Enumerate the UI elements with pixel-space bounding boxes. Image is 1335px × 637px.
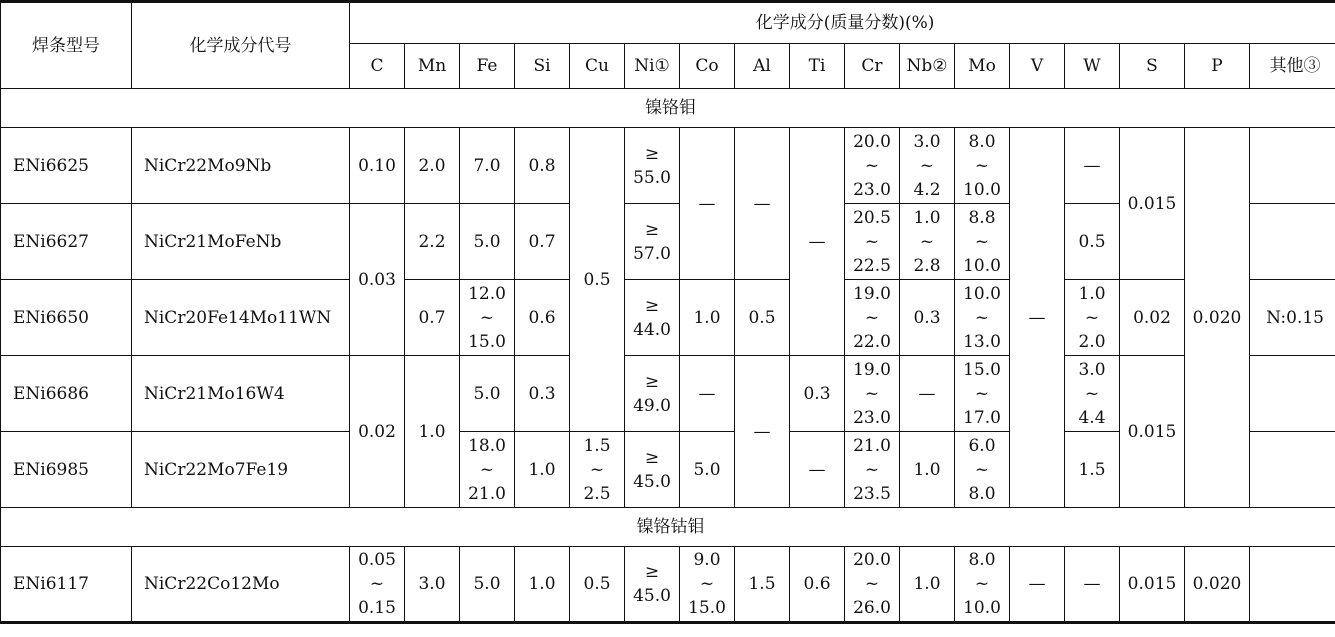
header-chemical-code: 化学成分代号 — [132, 2, 350, 89]
header-element-v: V — [1010, 44, 1065, 89]
ti-cell: 0.6 — [790, 547, 845, 623]
nb-cell: 1.0 — [900, 547, 955, 623]
s-merged-cell: 0.015 — [1120, 356, 1185, 508]
mo-cell: 8.0 ~ 10.0 — [955, 547, 1010, 623]
cr-cell: 20.0 ~ 23.0 — [845, 128, 900, 204]
al-cell: 0.5 — [735, 280, 790, 356]
fe-cell: 5.0 — [460, 204, 515, 280]
header-element-fe: Fe — [460, 44, 515, 89]
fe-cell: 7.0 — [460, 128, 515, 204]
model-cell: ENi6686 — [1, 356, 132, 432]
cr-cell: 19.0 ~ 23.0 — [845, 356, 900, 432]
c-merged-cell: 0.02 — [350, 356, 405, 508]
mn-merged-cell: 1.0 — [405, 356, 460, 508]
si-cell: 1.0 — [515, 547, 570, 623]
header-element-w: W — [1065, 44, 1120, 89]
mn-cell: 2.0 — [405, 128, 460, 204]
mo-cell: 8.8 ~ 10.0 — [955, 204, 1010, 280]
w-cell: — — [1065, 547, 1120, 623]
code-cell: NiCr20Fe14Mo11WN — [132, 280, 350, 356]
nb-cell: 1.0 ~ 2.8 — [900, 204, 955, 280]
s-merged-cell: 0.015 — [1120, 128, 1185, 280]
w-cell: 3.0 ~ 4.4 — [1065, 356, 1120, 432]
header-element-p: P — [1185, 44, 1250, 89]
cr-cell: 19.0 ~ 22.0 — [845, 280, 900, 356]
table-row — [1, 128, 1335, 204]
table-row — [1, 356, 1335, 432]
fe-cell: 5.0 — [460, 356, 515, 432]
cr-cell: 21.0 ~ 23.5 — [845, 432, 900, 508]
code-cell: NiCr22Co12Mo — [132, 547, 350, 623]
p-merged-cell: 0.020 — [1185, 128, 1250, 508]
other-cell — [1250, 356, 1335, 432]
cr-cell: 20.5 ~ 22.5 — [845, 204, 900, 280]
other-cell — [1250, 128, 1335, 204]
section-title: 镍铬钴钼 — [1, 508, 1335, 547]
v-merged-cell: — — [1010, 128, 1065, 508]
co-cell: 9.0 ~ 15.0 — [680, 547, 735, 623]
mo-cell: 8.0 ~ 10.0 — [955, 128, 1010, 204]
cr-cell: 20.0 ~ 26.0 — [845, 547, 900, 623]
s-cell: 0.015 — [1120, 547, 1185, 623]
mn-cell: 3.0 — [405, 547, 460, 623]
ti-cell: — — [790, 432, 845, 508]
mo-cell: 10.0 ~ 13.0 — [955, 280, 1010, 356]
w-cell: 0.5 — [1065, 204, 1120, 280]
w-cell: — — [1065, 128, 1120, 204]
header-element-mn: Mn — [405, 44, 460, 89]
header-element-s: S — [1120, 44, 1185, 89]
header-welding-rod-model: 焊条型号 — [1, 2, 132, 89]
ti-merged-cell: — — [790, 128, 845, 356]
fe-cell: 18.0 ~ 21.0 — [460, 432, 515, 508]
header-row-1 — [1, 2, 1335, 44]
model-cell: ENi6625 — [1, 128, 132, 204]
co-cell: — — [680, 356, 735, 432]
other-cell: N:0.15 — [1250, 280, 1335, 356]
c-cell: 0.05 ~ 0.15 — [350, 547, 405, 623]
header-element-si: Si — [515, 44, 570, 89]
other-cell — [1250, 432, 1335, 508]
cu-merged-cell: 0.5 — [570, 128, 625, 432]
header-element-co: Co — [680, 44, 735, 89]
header-element-al: Al — [735, 44, 790, 89]
ni-cell: ≥ 55.0 — [625, 128, 680, 204]
section-title: 镍铬钼 — [1, 89, 1335, 128]
model-cell: ENi6650 — [1, 280, 132, 356]
s-cell: 0.02 — [1120, 280, 1185, 356]
header-element-cr: Cr — [845, 44, 900, 89]
mo-cell: 6.0 ~ 8.0 — [955, 432, 1010, 508]
table-row — [1, 280, 1335, 356]
ti-cell: 0.3 — [790, 356, 845, 432]
header-element-cu: Cu — [570, 44, 625, 89]
model-cell: ENi6985 — [1, 432, 132, 508]
header-element-nb: Nb② — [900, 44, 955, 89]
ni-cell: ≥ 44.0 — [625, 280, 680, 356]
header-element-other: 其他③ — [1250, 44, 1335, 89]
al-cell: 1.5 — [735, 547, 790, 623]
si-cell: 0.7 — [515, 204, 570, 280]
other-cell — [1250, 204, 1335, 280]
mn-cell: 2.2 — [405, 204, 460, 280]
nb-cell: — — [900, 356, 955, 432]
v-cell: — — [1010, 547, 1065, 623]
header-element-c: C — [350, 44, 405, 89]
si-cell: 0.8 — [515, 128, 570, 204]
header-element-ti: Ti — [790, 44, 845, 89]
c-merged-cell: 0.03 — [350, 204, 405, 356]
co-merged-cell: — — [680, 128, 735, 280]
ni-cell: ≥ 45.0 — [625, 547, 680, 623]
code-cell: NiCr22Mo7Fe19 — [132, 432, 350, 508]
header-element-mo: Mo — [955, 44, 1010, 89]
model-cell: ENi6627 — [1, 204, 132, 280]
cu-cell: 0.5 — [570, 547, 625, 623]
ni-cell: ≥ 49.0 — [625, 356, 680, 432]
w-cell: 1.0 ~ 2.0 — [1065, 280, 1120, 356]
w-cell: 1.5 — [1065, 432, 1120, 508]
section-row-nicrmo — [1, 89, 1335, 128]
c-cell: 0.10 — [350, 128, 405, 204]
co-cell: 1.0 — [680, 280, 735, 356]
code-cell: NiCr21Mo16W4 — [132, 356, 350, 432]
model-cell: ENi6117 — [1, 547, 132, 623]
si-cell: 0.3 — [515, 356, 570, 432]
section-row-nicrcomo — [1, 508, 1335, 547]
fe-cell: 12.0 ~ 15.0 — [460, 280, 515, 356]
co-cell: 5.0 — [680, 432, 735, 508]
mn-cell: 0.7 — [405, 280, 460, 356]
table-row — [1, 547, 1335, 623]
cu-cell: 1.5 ~ 2.5 — [570, 432, 625, 508]
nb-cell: 0.3 — [900, 280, 955, 356]
code-cell: NiCr21MoFeNb — [132, 204, 350, 280]
nb-cell: 3.0 ~ 4.2 — [900, 128, 955, 204]
header-element-ni: Ni① — [625, 44, 680, 89]
nb-cell: 1.0 — [900, 432, 955, 508]
ni-cell: ≥ 57.0 — [625, 204, 680, 280]
p-cell: 0.020 — [1185, 547, 1250, 623]
si-cell: 0.6 — [515, 280, 570, 356]
other-cell — [1250, 547, 1335, 623]
code-cell: NiCr22Mo9Nb — [132, 128, 350, 204]
mo-cell: 15.0 ~ 17.0 — [955, 356, 1010, 432]
si-cell: 1.0 — [515, 432, 570, 508]
al-merged-cell: — — [735, 128, 790, 280]
ni-cell: ≥ 45.0 — [625, 432, 680, 508]
header-chemical-composition: 化学成分(质量分数)(%) — [350, 2, 1335, 44]
fe-cell: 5.0 — [460, 547, 515, 623]
al-merged-cell: — — [735, 356, 790, 508]
